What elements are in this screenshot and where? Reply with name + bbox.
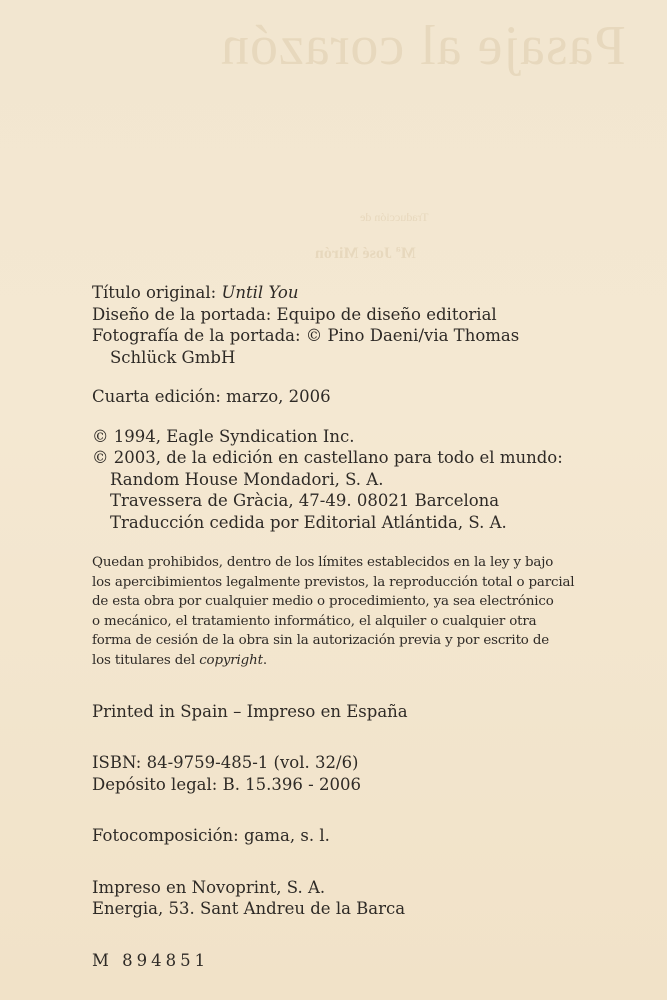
printed-block (92, 701, 552, 723)
show-through-line: Traducción de (360, 210, 429, 224)
cover-photo-line-cont: Schlück GmbH (110, 347, 236, 367)
legal-deposit-line: Depósito legal: B. 15.396 - 2006 (92, 774, 361, 794)
print-code: M 894851 (92, 950, 210, 970)
edition-block (92, 386, 552, 408)
code-block (92, 950, 552, 972)
show-through-title: Pasaje al corazón (220, 15, 626, 77)
isbn-line: ISBN: 84-9759-485-1 (vol. 32/6) (92, 753, 359, 773)
edition-line: Cuarta edición: marzo, 2006 (92, 387, 331, 406)
copyright-block (92, 426, 563, 534)
show-through-line: Mª José Mirón (315, 245, 416, 262)
copyright-word: copyright (199, 652, 263, 668)
translation-credit: Traducción cedida por Editorial Atlántida, S. A. (110, 512, 507, 532)
cover-photo-line: Fotografía de la portada: © Pino Daeni/via Thomas (92, 326, 520, 345)
original-title-line: Título original: Until You (92, 283, 299, 302)
credits-block (92, 282, 552, 368)
original-title: Until You (221, 283, 299, 302)
typesetting-line: Fotocomposición: gama, s. l. (92, 826, 330, 846)
isbn-block (92, 752, 552, 795)
copyright-spanish-edition: © 2003, de la edición en castellano para todo el mundo: (92, 448, 563, 467)
publisher-address: Travessera de Gràcia, 47-49. 08021 Barcelona (110, 491, 500, 510)
copyright-original: © 1994, Eagle Syndication Inc. (92, 426, 355, 446)
copyright-page-text (92, 282, 575, 971)
printed-in-line: Printed in Spain – Impreso en España (92, 701, 408, 721)
printer-name: Impreso en Novoprint, S. A. (92, 877, 326, 897)
publisher-name: Random House Mondadori, S. A. (110, 469, 384, 489)
printer-address: Energia, 53. Sant Andreu de la Barca (92, 899, 406, 919)
typesetting-block (92, 825, 552, 847)
printer-block (92, 877, 552, 920)
rights-notice: Quedan prohibidos, dentro de los límites establecidos en la ley y bajo los apercibimientos legalmente previstos, la reproducción total o parcial de esta obra por cualquier medio o procedimiento, ya sea electrónico o mecánico, el tratamiento informático, el alquiler o cualquier otra forma de cesión de la obra sin la autorización previa y por escrito de los titulares del copyright. (92, 555, 575, 668)
cover-design-line: Diseño de la portada: Equipo de diseño editorial (92, 304, 497, 324)
